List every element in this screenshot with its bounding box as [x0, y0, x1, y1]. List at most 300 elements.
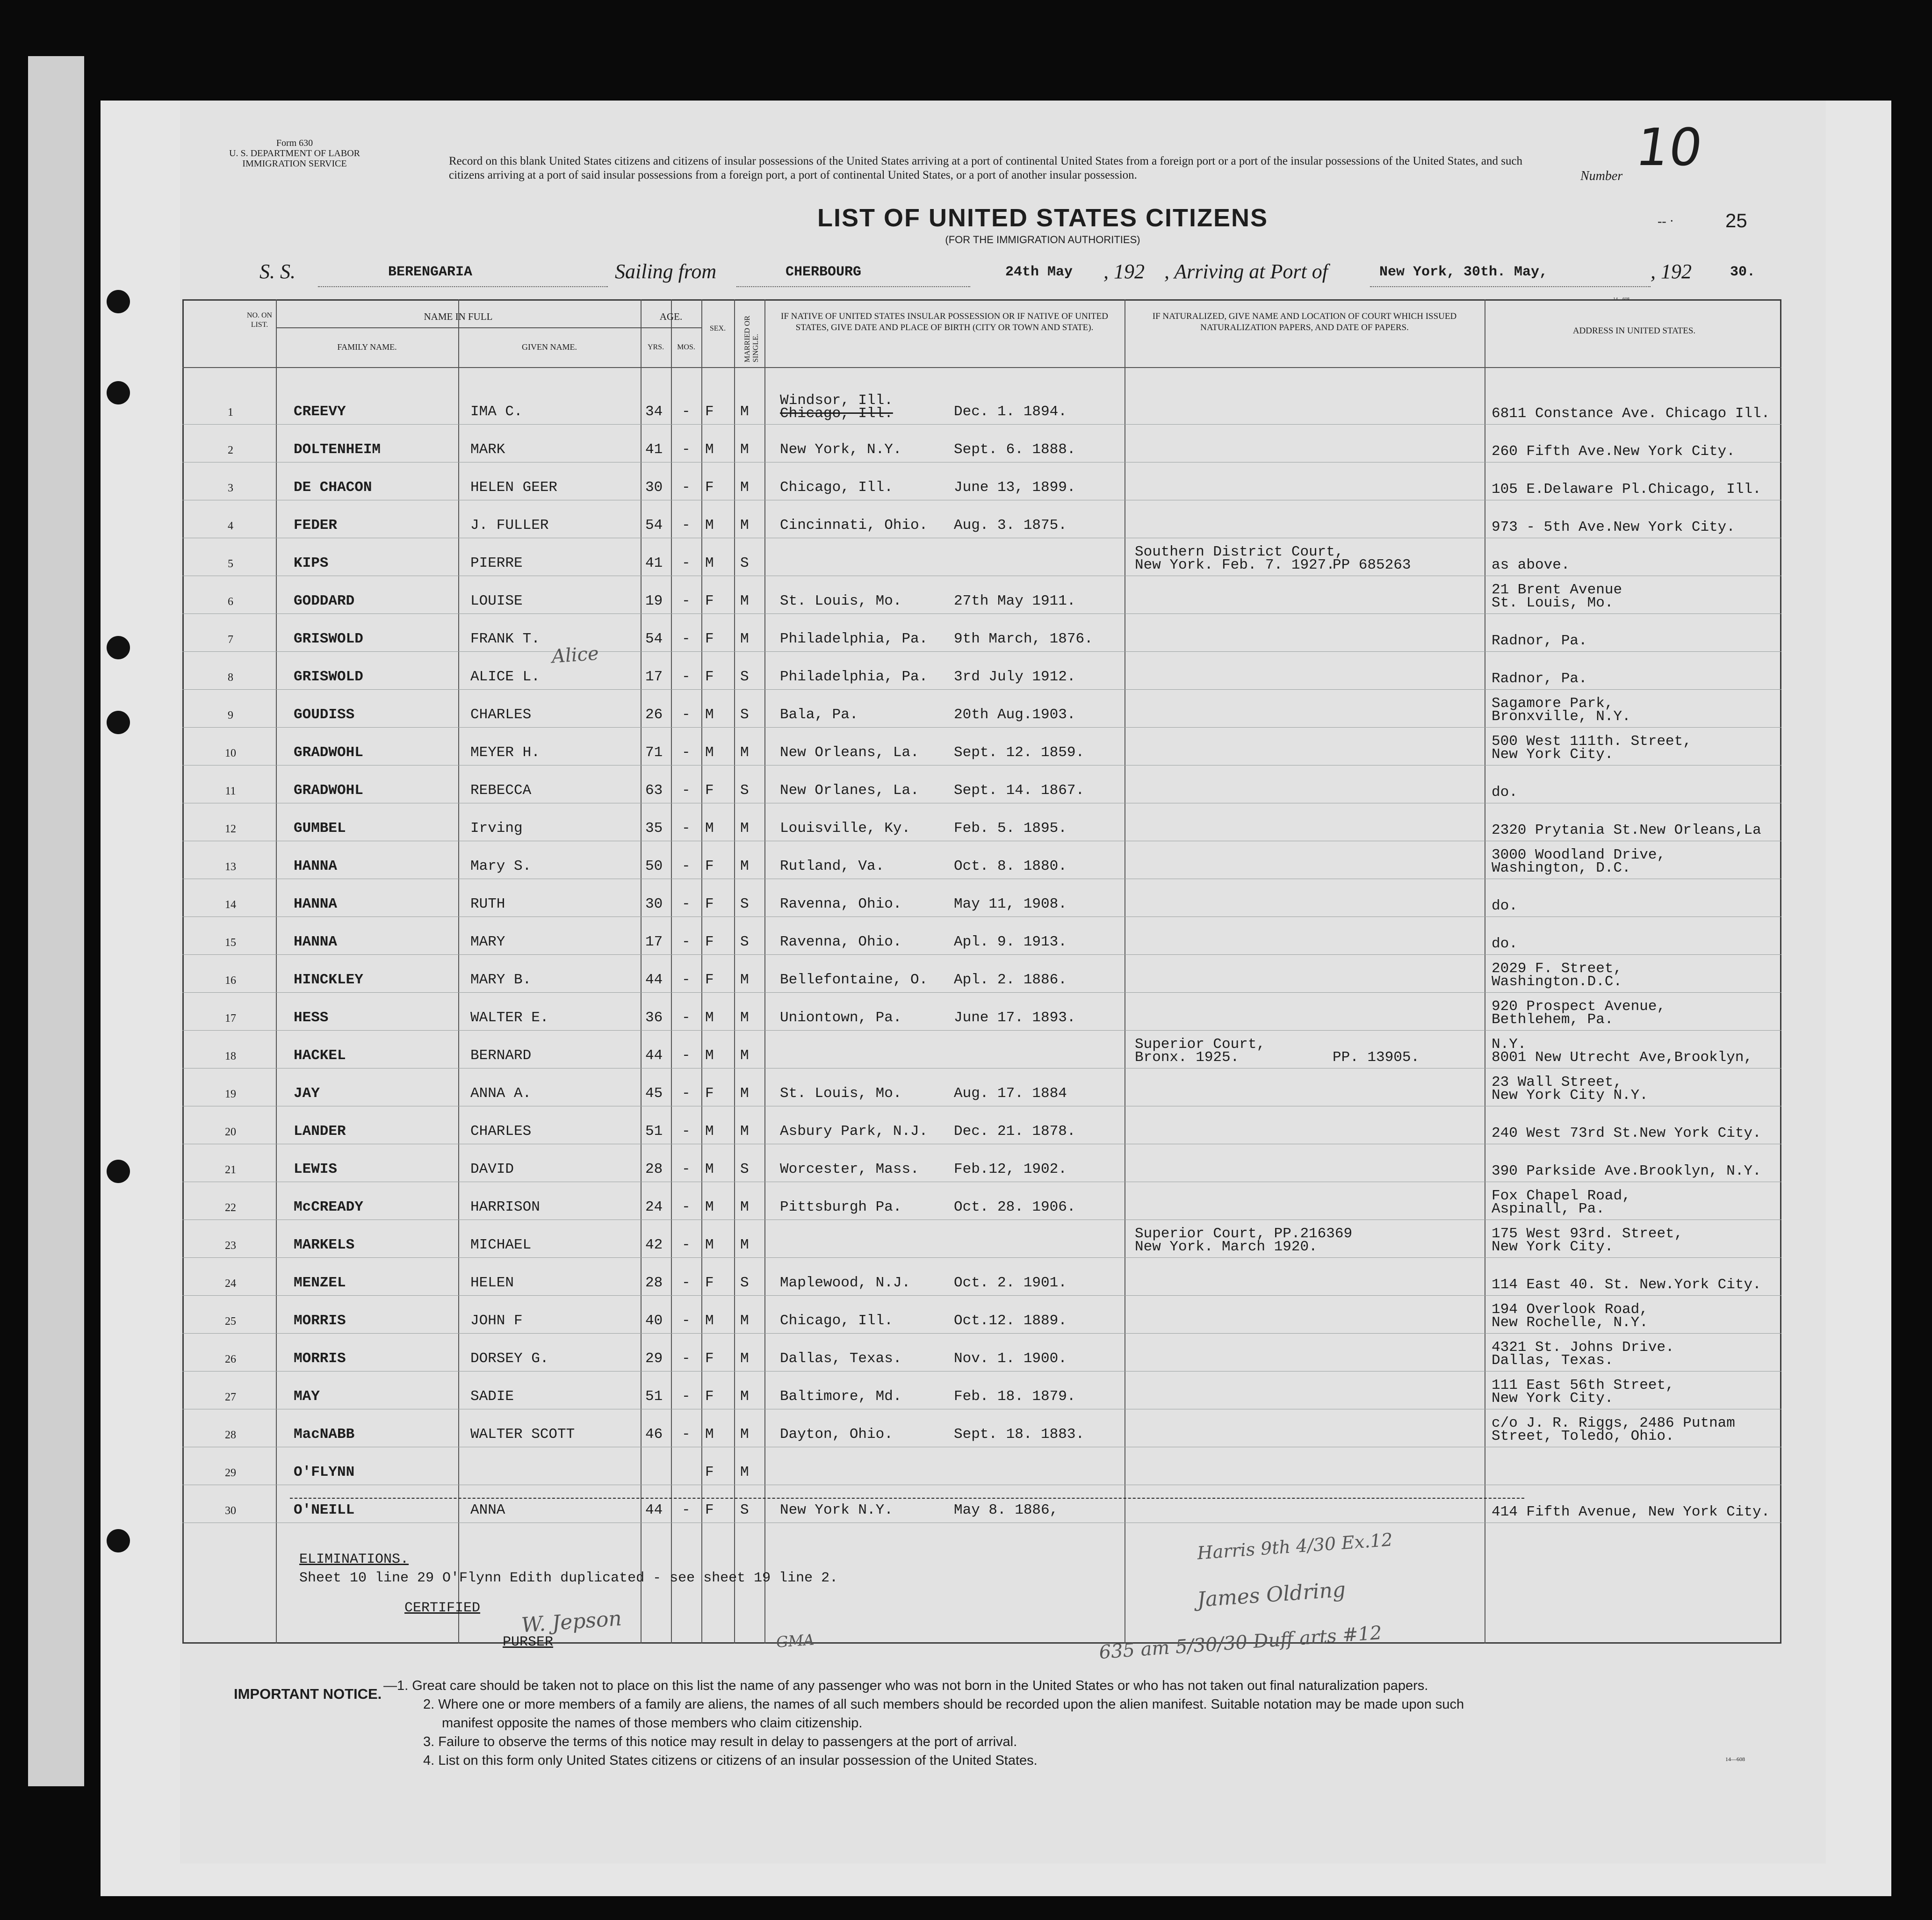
header-birth: IF NATIVE OF UNITED STATES INSULAR POSSESSION OR IF NATIVE OF UNITED STATES, GIVE DATE AND PLACE OF BIRTH (CITY OR TOWN AND STATE). — [781, 311, 1108, 332]
header-family-name: FAMILY NAME. — [337, 342, 397, 352]
age-years: 41 — [645, 555, 663, 571]
age-years: 17 — [645, 934, 663, 950]
sex: F — [705, 782, 714, 799]
header-yrs: YRS. — [647, 343, 664, 351]
marital-status: M — [740, 1047, 749, 1064]
eliminations-title: ELIMINATIONS. — [299, 1552, 409, 1567]
family-name: GODDARD — [294, 593, 355, 609]
age-months: - — [682, 934, 691, 950]
sex: M — [705, 1237, 714, 1253]
sex: M — [705, 517, 714, 534]
birth-place: New York N.Y. — [780, 1502, 893, 1518]
address-line-2: New York City N.Y. — [1492, 1087, 1648, 1104]
birth-date: Dec. 1. 1894. — [954, 404, 1067, 420]
birth-place: Chicago, Ill. — [780, 1313, 893, 1329]
birth-date: Feb. 5. 1895. — [954, 820, 1067, 837]
birth-date: Feb.12, 1902. — [954, 1161, 1067, 1177]
family-name: CREEVY — [294, 404, 346, 420]
sex: F — [705, 1388, 714, 1405]
row-number: 28 — [225, 1429, 236, 1441]
address-line-1: 3000 Woodland Drive, — [1492, 847, 1666, 863]
sex: F — [705, 1275, 714, 1291]
marital-status: M — [740, 479, 749, 496]
given-name: CHARLES — [470, 707, 532, 723]
marital-status: S — [740, 669, 749, 685]
birth-date: Apl. 9. 1913. — [954, 934, 1067, 950]
naturalization-papers: PP. 13905. — [1333, 1049, 1420, 1066]
birth-place: New York, N.Y. — [780, 441, 902, 458]
header-mos: MOS. — [677, 343, 695, 351]
address-line-1: 920 Prospect Avenue, — [1492, 998, 1666, 1015]
address-line-1: 2029 F. Street, — [1492, 960, 1622, 977]
row-number: 22 — [225, 1202, 236, 1214]
address-line-2: do. — [1492, 936, 1518, 952]
family-name: McCREADY — [294, 1199, 363, 1215]
address-line-2: New York City. — [1492, 746, 1614, 763]
header-no-on-list: NO. ON LIST. — [246, 311, 273, 329]
marital-status: S — [740, 1161, 749, 1177]
age-years: 44 — [645, 1047, 663, 1064]
page-number: 25 — [1725, 209, 1747, 231]
marital-status: S — [740, 707, 749, 723]
given-name: HELEN GEER — [470, 479, 558, 496]
birth-place: St. Louis, Mo. — [780, 1085, 902, 1102]
marital-status: M — [740, 1426, 749, 1443]
notice-item-2-cont: manifest opposite the names of those members who claim citizenship. — [442, 1716, 863, 1731]
row-number: 26 — [225, 1353, 236, 1365]
given-name: Irving — [470, 820, 523, 837]
handwritten-annotation-2: James Oldring — [1196, 1577, 1347, 1612]
age-years: 26 — [645, 707, 663, 723]
handwritten-alice: Alice — [551, 642, 600, 668]
family-name: HACKEL — [294, 1047, 346, 1064]
birth-place: Windsor, Ill. — [780, 392, 893, 409]
header-bottom — [182, 367, 1781, 368]
marital-status: M — [740, 1350, 749, 1367]
family-name: HESS — [294, 1010, 329, 1026]
address-line-1: 194 Overlook Road, — [1492, 1301, 1648, 1318]
birth-date: Dec. 21. 1878. — [954, 1123, 1076, 1140]
naturalization-court: Superior Court, PP.216369 — [1135, 1226, 1353, 1242]
family-name: GRADWOHL — [294, 782, 363, 799]
address-line-2: 240 West 73rd St.New York City. — [1492, 1125, 1761, 1141]
row-number: 7 — [228, 634, 233, 646]
service-name: IMMIGRATION SERVICE — [242, 159, 347, 169]
row-number: 24 — [225, 1278, 236, 1290]
notice-item-2: 2. Where one or more members of a family are aliens, the names of all such members should be recorded upon the alien manifest. Suitable notation may be made upon such — [423, 1697, 1464, 1712]
address-line-2: 2320 Prytania St.New Orleans,La — [1492, 822, 1761, 838]
address-line-1: 500 West 111th. Street, — [1492, 733, 1692, 750]
family-name: GOUDISS — [294, 707, 355, 723]
naturalization-papers: PP 685263 — [1333, 557, 1411, 573]
age-years: 28 — [645, 1275, 663, 1291]
passenger-row — [182, 1074, 1781, 1114]
row-number: 11 — [225, 785, 236, 797]
header-given-name: GIVEN NAME. — [522, 342, 577, 352]
sex: M — [705, 1426, 714, 1443]
sex: M — [705, 1010, 714, 1026]
header-name-in-full: NAME IN FULL — [424, 311, 493, 322]
marital-status: S — [740, 555, 749, 571]
family-name: O'NEILL — [294, 1502, 355, 1518]
binder-hole — [107, 1160, 130, 1183]
family-name: GRISWOLD — [294, 669, 363, 685]
given-name: WALTER SCOTT — [470, 1426, 575, 1443]
address-line-2: 260 Fifth Ave.New York City. — [1492, 443, 1735, 460]
sex: F — [705, 858, 714, 874]
age-months: - — [682, 1313, 691, 1329]
marital-status: M — [740, 1237, 749, 1253]
header-sex: SEX. — [709, 325, 726, 332]
birth-place: Chicago, Ill. — [780, 479, 893, 496]
passenger-row — [182, 509, 1781, 546]
row-number: 29 — [225, 1467, 236, 1479]
address-line-2: New York City. — [1492, 1390, 1614, 1407]
header-address: ADDRESS IN UNITED STATES. — [1572, 326, 1696, 336]
year-prefix-1: , 192 — [1103, 260, 1145, 283]
age-months: - — [682, 972, 691, 988]
family-name: MENZEL — [294, 1275, 346, 1291]
ss-label: S. S. — [260, 260, 296, 283]
given-name: ANNA A. — [470, 1085, 532, 1102]
address-line-2: Aspinall, Pa. — [1492, 1201, 1605, 1217]
birth-date: Oct. 8. 1880. — [954, 858, 1067, 874]
address-line-2: Bronxville, N.Y. — [1492, 708, 1631, 725]
birth-date: Sept. 6. 1888. — [954, 441, 1076, 458]
passenger-row — [182, 622, 1781, 660]
passenger-row — [182, 1339, 1781, 1379]
given-name: FRANK T. — [470, 631, 540, 647]
age-years: 28 — [645, 1161, 663, 1177]
birth-date: Sept. 12. 1859. — [954, 744, 1085, 761]
address-line-2: 6811 Constance Ave. Chicago Ill. — [1492, 405, 1770, 422]
passenger-row — [182, 1415, 1781, 1455]
passenger-row — [182, 471, 1781, 508]
marital-status: M — [740, 404, 749, 420]
family-name: DE CHACON — [294, 479, 372, 496]
age-months: - — [682, 782, 691, 799]
age-months: - — [682, 479, 691, 496]
age-months: - — [682, 858, 691, 874]
header-divider — [276, 327, 701, 328]
sex: M — [705, 1199, 714, 1215]
sex: M — [705, 707, 714, 723]
binder-hole — [107, 1529, 130, 1552]
naturalization-place-date: New York. March 1920. — [1135, 1239, 1318, 1255]
age-years: 19 — [645, 593, 663, 609]
age-months: - — [682, 441, 691, 458]
given-name: MARY — [470, 934, 505, 950]
naturalization-court: Southern District Court, — [1135, 544, 1344, 560]
address-line-2: Washington, D.C. — [1492, 860, 1631, 876]
birth-place: Rutland, Va. — [780, 858, 885, 874]
address-line-1: 111 East 56th Street, — [1492, 1377, 1674, 1393]
address-line-2: New Rochelle, N.Y. — [1492, 1314, 1648, 1331]
age-months: - — [682, 555, 691, 571]
address-line-1: 4321 St. Johns Drive. — [1492, 1339, 1674, 1356]
marital-status: S — [740, 934, 749, 950]
row-number: 14 — [225, 899, 236, 911]
sex: M — [705, 1161, 714, 1177]
marital-status: M — [740, 1123, 749, 1140]
age-years: 36 — [645, 1010, 663, 1026]
marital-status: M — [740, 820, 749, 837]
address-line-2: 114 East 40. St. New.York City. — [1492, 1277, 1761, 1293]
sail-date: 24th May — [1005, 264, 1073, 280]
birth-date: Oct.12. 1889. — [954, 1313, 1067, 1329]
department-name: U. S. DEPARTMENT OF LABOR — [229, 148, 360, 159]
family-name: LANDER — [294, 1123, 346, 1140]
passenger-row — [182, 544, 1781, 584]
family-name: GUMBEL — [294, 820, 346, 837]
given-name: MARK — [470, 441, 505, 458]
age-months: - — [682, 1275, 691, 1291]
birth-date: May 11, 1908. — [954, 896, 1067, 912]
address-line-1: c/o J. R. Riggs, 2486 Putnam — [1492, 1415, 1735, 1431]
family-name: HINCKLEY — [294, 972, 363, 988]
birth-date: June 17. 1893. — [954, 1010, 1076, 1026]
birth-date: Sept. 14. 1867. — [954, 782, 1085, 799]
age-years: 51 — [645, 1123, 663, 1140]
birth-place: Pittsburgh Pa. — [780, 1199, 902, 1215]
age-months: - — [682, 669, 691, 685]
given-name: Mary S. — [470, 858, 532, 874]
sex: F — [705, 934, 714, 950]
address-line-2: 390 Parkside Ave.Brooklyn, N.Y. — [1492, 1163, 1761, 1179]
notice-title: IMPORTANT NOTICE. — [234, 1686, 382, 1702]
given-name: MARY B. — [470, 972, 532, 988]
header-age: AGE. — [659, 311, 683, 322]
family-name: KIPS — [294, 555, 329, 571]
address-line-2: New York City. — [1492, 1239, 1614, 1255]
passenger-row — [182, 1188, 1781, 1228]
family-name: HANNA — [294, 896, 338, 912]
row-number: 15 — [225, 937, 236, 949]
family-name: DOLTENHEIM — [294, 441, 381, 458]
passenger-row — [182, 660, 1781, 698]
given-name: MICHAEL — [470, 1237, 532, 1253]
passenger-row — [182, 925, 1781, 963]
birth-date: Aug. 17. 1884 — [954, 1085, 1067, 1102]
age-months: - — [682, 1350, 691, 1367]
purser-signature: W. Jepson — [520, 1606, 623, 1638]
birth-place: Bellefontaine, O. — [780, 972, 928, 988]
row-number: 3 — [228, 482, 233, 494]
small-stamp: 14—608 — [1613, 297, 1629, 302]
given-name: PIERRE — [470, 555, 523, 571]
age-months: - — [682, 1047, 691, 1064]
address-line-2: Radnor, Pa. — [1492, 671, 1587, 687]
marital-status: S — [740, 1275, 749, 1291]
passenger-row — [182, 1153, 1781, 1190]
given-name: SADIE — [470, 1388, 514, 1405]
birth-place: Ravenna, Ohio. — [780, 934, 902, 950]
family-name: HANNA — [294, 934, 338, 950]
marital-status: M — [740, 517, 749, 534]
passenger-row — [182, 1266, 1781, 1304]
given-name: HELEN — [470, 1275, 514, 1291]
given-name: RUTH — [470, 896, 505, 912]
passenger-row — [182, 998, 1781, 1039]
birth-date: Sept. 18. 1883. — [954, 1426, 1085, 1443]
row-number: 4 — [228, 520, 233, 532]
naturalization-place-date: Bronx. 1925. — [1135, 1049, 1240, 1066]
marital-status: S — [740, 1502, 749, 1518]
header-married-single: MARRIED OR SINGLE. — [743, 315, 760, 362]
birth-date: 3rd July 1912. — [954, 669, 1076, 685]
age-years: 42 — [645, 1237, 663, 1253]
birth-place: New Orleans, La. — [780, 744, 919, 761]
birth-date: Nov. 1. 1900. — [954, 1350, 1067, 1367]
handwritten-annotation-3: 635 am 5/30/30 Duff arts #12 — [1098, 1622, 1383, 1664]
notice-stamp: 14—608 — [1725, 1756, 1745, 1762]
row-number: 18 — [225, 1050, 236, 1062]
arriving-label: , Arriving at Port of — [1164, 260, 1328, 283]
passenger-row — [182, 433, 1781, 470]
sex: M — [705, 1313, 714, 1329]
family-name: GRISWOLD — [294, 631, 363, 647]
passenger-row — [182, 1377, 1781, 1417]
age-years: 54 — [645, 631, 663, 647]
age-months: - — [682, 1199, 691, 1215]
age-years: 45 — [645, 1085, 663, 1102]
marital-status: M — [740, 1010, 749, 1026]
birth-place: Baltimore, Md. — [780, 1388, 902, 1405]
given-name: BERNARD — [470, 1047, 532, 1064]
age-months: - — [682, 631, 691, 647]
birth-date: 27th May 1911. — [954, 593, 1076, 609]
birth-place: Dayton, Ohio. — [780, 1426, 893, 1443]
given-name: DAVID — [470, 1161, 514, 1177]
marital-status: M — [740, 593, 749, 609]
age-years: 71 — [645, 744, 663, 761]
sex: F — [705, 972, 714, 988]
birth-place: St. Louis, Mo. — [780, 593, 902, 609]
marital-status: M — [740, 631, 749, 647]
address-line-1: Sagamore Park, — [1492, 695, 1614, 712]
naturalization-court: Superior Court, — [1135, 1036, 1266, 1053]
address-line-2: 8001 New Utrecht Ave,Brooklyn, — [1492, 1049, 1753, 1066]
form-number: Form 630 — [276, 138, 313, 148]
birth-date: Apl. 2. 1886. — [954, 972, 1067, 988]
row-number: 1 — [228, 406, 233, 419]
age-months: - — [682, 1388, 691, 1405]
row-number: 21 — [225, 1164, 236, 1176]
given-name: LOUISE — [470, 593, 523, 609]
age-years: 46 — [645, 1426, 663, 1443]
background-sheet-edge — [28, 56, 84, 1786]
page-subtitle: (FOR THE IMMIGRATION AUTHORITIES) — [945, 234, 1140, 245]
address-line-2: 973 - 5th Ave.New York City. — [1492, 519, 1735, 535]
age-years: 44 — [645, 972, 663, 988]
sex: F — [705, 1085, 714, 1102]
address-line-2: do. — [1492, 784, 1518, 801]
address-line-2: Radnor, Pa. — [1492, 633, 1587, 649]
passenger-row — [182, 582, 1781, 622]
age-years: 35 — [645, 820, 663, 837]
birth-date: Oct. 28. 1906. — [954, 1199, 1076, 1215]
birth-place: Asbury Park, N.J. — [780, 1123, 928, 1140]
given-name: JOHN F — [470, 1313, 523, 1329]
marital-status: M — [740, 1085, 749, 1102]
age-years: 24 — [645, 1199, 663, 1215]
year-prefix-2: , 192 — [1651, 260, 1692, 283]
sex: F — [705, 896, 714, 912]
address-line-1: 23 Wall Street, — [1492, 1074, 1622, 1090]
row-29-strikeout — [290, 1498, 1524, 1499]
address-line-2: as above. — [1492, 557, 1570, 573]
family-name: LEWIS — [294, 1161, 338, 1177]
age-years: 34 — [645, 404, 663, 420]
sailing-label: Sailing from — [615, 260, 717, 283]
marital-status: M — [740, 744, 749, 761]
birth-place-struck: Chicago, Ill. — [780, 405, 893, 422]
age-months: - — [682, 896, 691, 912]
year-suffix: 30. — [1730, 264, 1756, 280]
row-number: 23 — [225, 1240, 236, 1252]
marital-status: M — [740, 1313, 749, 1329]
given-name: REBECCA — [470, 782, 532, 799]
family-name: MORRIS — [294, 1313, 346, 1329]
address-line-2: Bethlehem, Pa. — [1492, 1011, 1614, 1028]
passenger-row — [182, 392, 1781, 433]
age-months: - — [682, 707, 691, 723]
given-name: IMA C. — [470, 404, 523, 420]
port-to: New York, 30th. May, — [1379, 264, 1548, 280]
address-line-2: Dallas, Texas. — [1492, 1352, 1614, 1369]
age-months: - — [682, 404, 691, 420]
passenger-row — [182, 1456, 1781, 1493]
given-name: ANNA — [470, 1502, 505, 1518]
given-name: J. FULLER — [470, 517, 549, 534]
marital-status: S — [740, 896, 749, 912]
certified-label: CERTIFIED — [404, 1600, 481, 1616]
ship-underline — [318, 286, 608, 287]
sex: F — [705, 479, 714, 496]
age-months: - — [682, 517, 691, 534]
marital-status: M — [740, 1464, 749, 1480]
birth-place: New Orlanes, La. — [780, 782, 919, 799]
row-number: 27 — [225, 1391, 236, 1403]
binder-hole — [107, 711, 130, 734]
page-title: LIST OF UNITED STATES CITIZENS — [817, 204, 1268, 232]
passenger-row — [182, 1115, 1781, 1152]
dash-mark: -- · — [1658, 214, 1674, 229]
family-name: O'FLYNN — [294, 1464, 355, 1480]
row-number: 8 — [228, 671, 233, 684]
row-number: 30 — [225, 1505, 236, 1517]
age-years: 50 — [645, 858, 663, 874]
row-number: 2 — [228, 444, 233, 456]
notice-item-3: 3. Failure to observe the terms of this notice may result in delay to passengers at the port of arrival. — [423, 1734, 1017, 1749]
birth-place: Worcester, Mass. — [780, 1161, 919, 1177]
binder-hole — [107, 381, 130, 404]
sex: M — [705, 820, 714, 837]
passenger-row — [182, 888, 1781, 925]
passenger-row — [182, 774, 1781, 811]
age-months: - — [682, 593, 691, 609]
address-line-2: 105 E.Delaware Pl.Chicago, Ill. — [1492, 481, 1761, 498]
sex: F — [705, 1502, 714, 1518]
birth-date: 9th March, 1876. — [954, 631, 1093, 647]
age-months: - — [682, 1426, 691, 1443]
age-months: - — [682, 744, 691, 761]
sex: M — [705, 1047, 714, 1064]
binder-hole — [107, 636, 130, 659]
handwritten-annotation-1: Harris 9th 4/30 Ex.12 — [1196, 1529, 1393, 1564]
row-number: 16 — [225, 974, 236, 987]
sex: F — [705, 1464, 714, 1480]
